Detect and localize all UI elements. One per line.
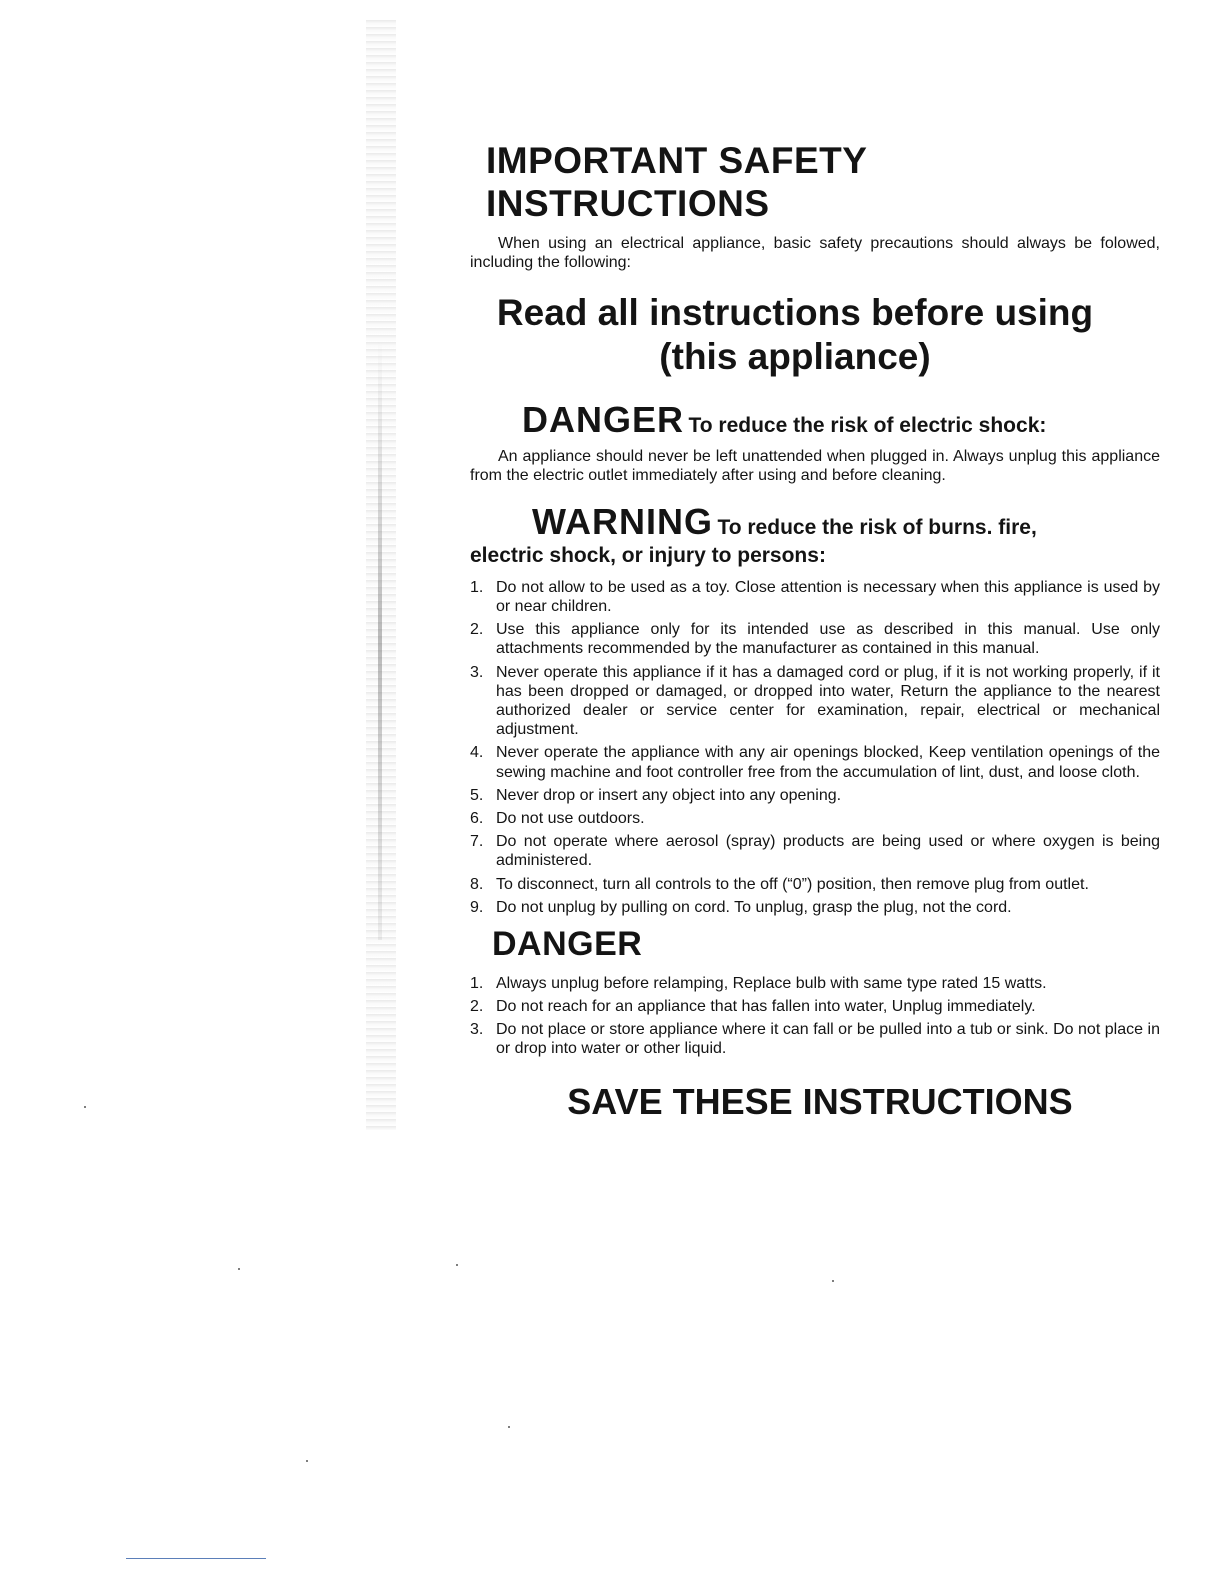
item-text: Do not use outdoors.	[496, 809, 645, 827]
safety-instructions-page	[470, 140, 1160, 1123]
danger-heading	[470, 400, 1160, 440]
danger-list	[470, 974, 1160, 1059]
list-item	[470, 809, 1160, 828]
item-text: Do not operate where aerosol (spray) products are being used or where oxygen is being administered.	[496, 833, 1160, 870]
danger-keyword: DANGER	[522, 399, 685, 441]
item-number: 2.	[470, 998, 484, 1016]
list-item	[470, 898, 1160, 917]
list-item	[470, 875, 1160, 894]
item-text: Use this appliance only for its intended use as described in this manual. Use only attachments recommended by the manufacturer as contained in this manual.	[496, 621, 1160, 658]
item-text: Do not allow to be used as a toy. Close attention is necessary when this appliance is used by or near children.	[496, 578, 1160, 616]
list-item	[470, 786, 1160, 805]
list-item	[470, 663, 1160, 740]
item-text: Do not unplug by pulling on cord. To unplug, grasp the plug, not the cord.	[496, 898, 1012, 916]
read-all-heading	[470, 291, 1160, 378]
scan-speck	[84, 1106, 86, 1108]
item-number: 4.	[470, 744, 484, 762]
list-item	[470, 1020, 1160, 1058]
item-number: 7.	[470, 833, 484, 851]
scan-binding-edge	[366, 20, 396, 1130]
scan-speck	[508, 1426, 510, 1428]
item-number: 3.	[470, 663, 484, 681]
item-text: Never drop or insert any object into any opening.	[496, 786, 842, 804]
item-text: Never operate this appliance if it has a damaged cord or plug, if it is not working properly, if it has been dropped or damaged, or dropped into water, Return the appliance to the nearest authorized dealer or service center for examination, repair, electrical or mechanical adjustment.	[496, 663, 1160, 739]
scan-speck	[456, 1264, 458, 1266]
scan-speck	[306, 1460, 308, 1462]
read-all-line-2: (this appliance)	[659, 335, 931, 377]
item-number: 1.	[470, 974, 484, 992]
danger-paragraph: An appliance should never be left unattended when plugged in. Always unplug this appliance from the electric outlet immediately after using and before cleaning.	[470, 447, 1160, 484]
item-number: 1.	[470, 578, 484, 596]
warning-subtitle-2: electric shock, or injury to persons:	[470, 543, 826, 567]
warning-subtitle-1: To reduce the risk of burns. fire,	[717, 515, 1037, 539]
item-text: Never operate the appliance with any air openings blocked, Keep ventilation openings of the sewing machine and foot controller free from the accumulation of lint, dust, and loose cloth.	[496, 744, 1160, 781]
warning-heading	[470, 500, 1160, 568]
item-text: Always unplug before relamping, Replace bulb with same type rated 15 watts.	[496, 974, 1047, 992]
item-number: 3.	[470, 1021, 484, 1039]
item-text: Do not place or store appliance where it can fall or be pulled into a tub or sink. Do not place in or drop into water or other liquid.	[496, 1021, 1160, 1058]
item-number: 9.	[470, 898, 484, 916]
list-item	[470, 620, 1160, 658]
closing-heading: SAVE THESE INSTRUCTIONS	[567, 1080, 1073, 1122]
scan-speck	[832, 1280, 834, 1282]
list-item	[470, 997, 1160, 1016]
read-all-line-1: Read all instructions before using	[496, 291, 1094, 333]
list-item	[470, 743, 1160, 781]
list-item	[470, 832, 1160, 870]
item-number: 2.	[470, 621, 484, 639]
page-title: IMPORTANT SAFETY INSTRUCTIONS	[486, 140, 867, 224]
warning-list	[470, 578, 1160, 917]
warning-keyword: WARNING	[532, 500, 713, 542]
page-footer-rule	[126, 1558, 266, 1559]
scan-speck	[238, 1268, 240, 1270]
danger-heading-2: DANGER	[492, 924, 643, 963]
item-text: Do not reach for an appliance that has fallen into water, Unplug immediately.	[496, 998, 1036, 1016]
list-item	[470, 974, 1160, 993]
item-number: 8.	[470, 875, 484, 893]
item-number: 6.	[470, 809, 484, 827]
list-item	[470, 578, 1160, 616]
intro-paragraph: When using an electrical appliance, basic safety precautions should always be folowed, including the following:	[470, 235, 1160, 271]
danger-subtitle: To reduce the risk of electric shock:	[688, 414, 1047, 438]
item-number: 5.	[470, 786, 484, 804]
item-text: To disconnect, turn all controls to the off (“0”) position, then remove plug from outlet.	[496, 875, 1089, 893]
